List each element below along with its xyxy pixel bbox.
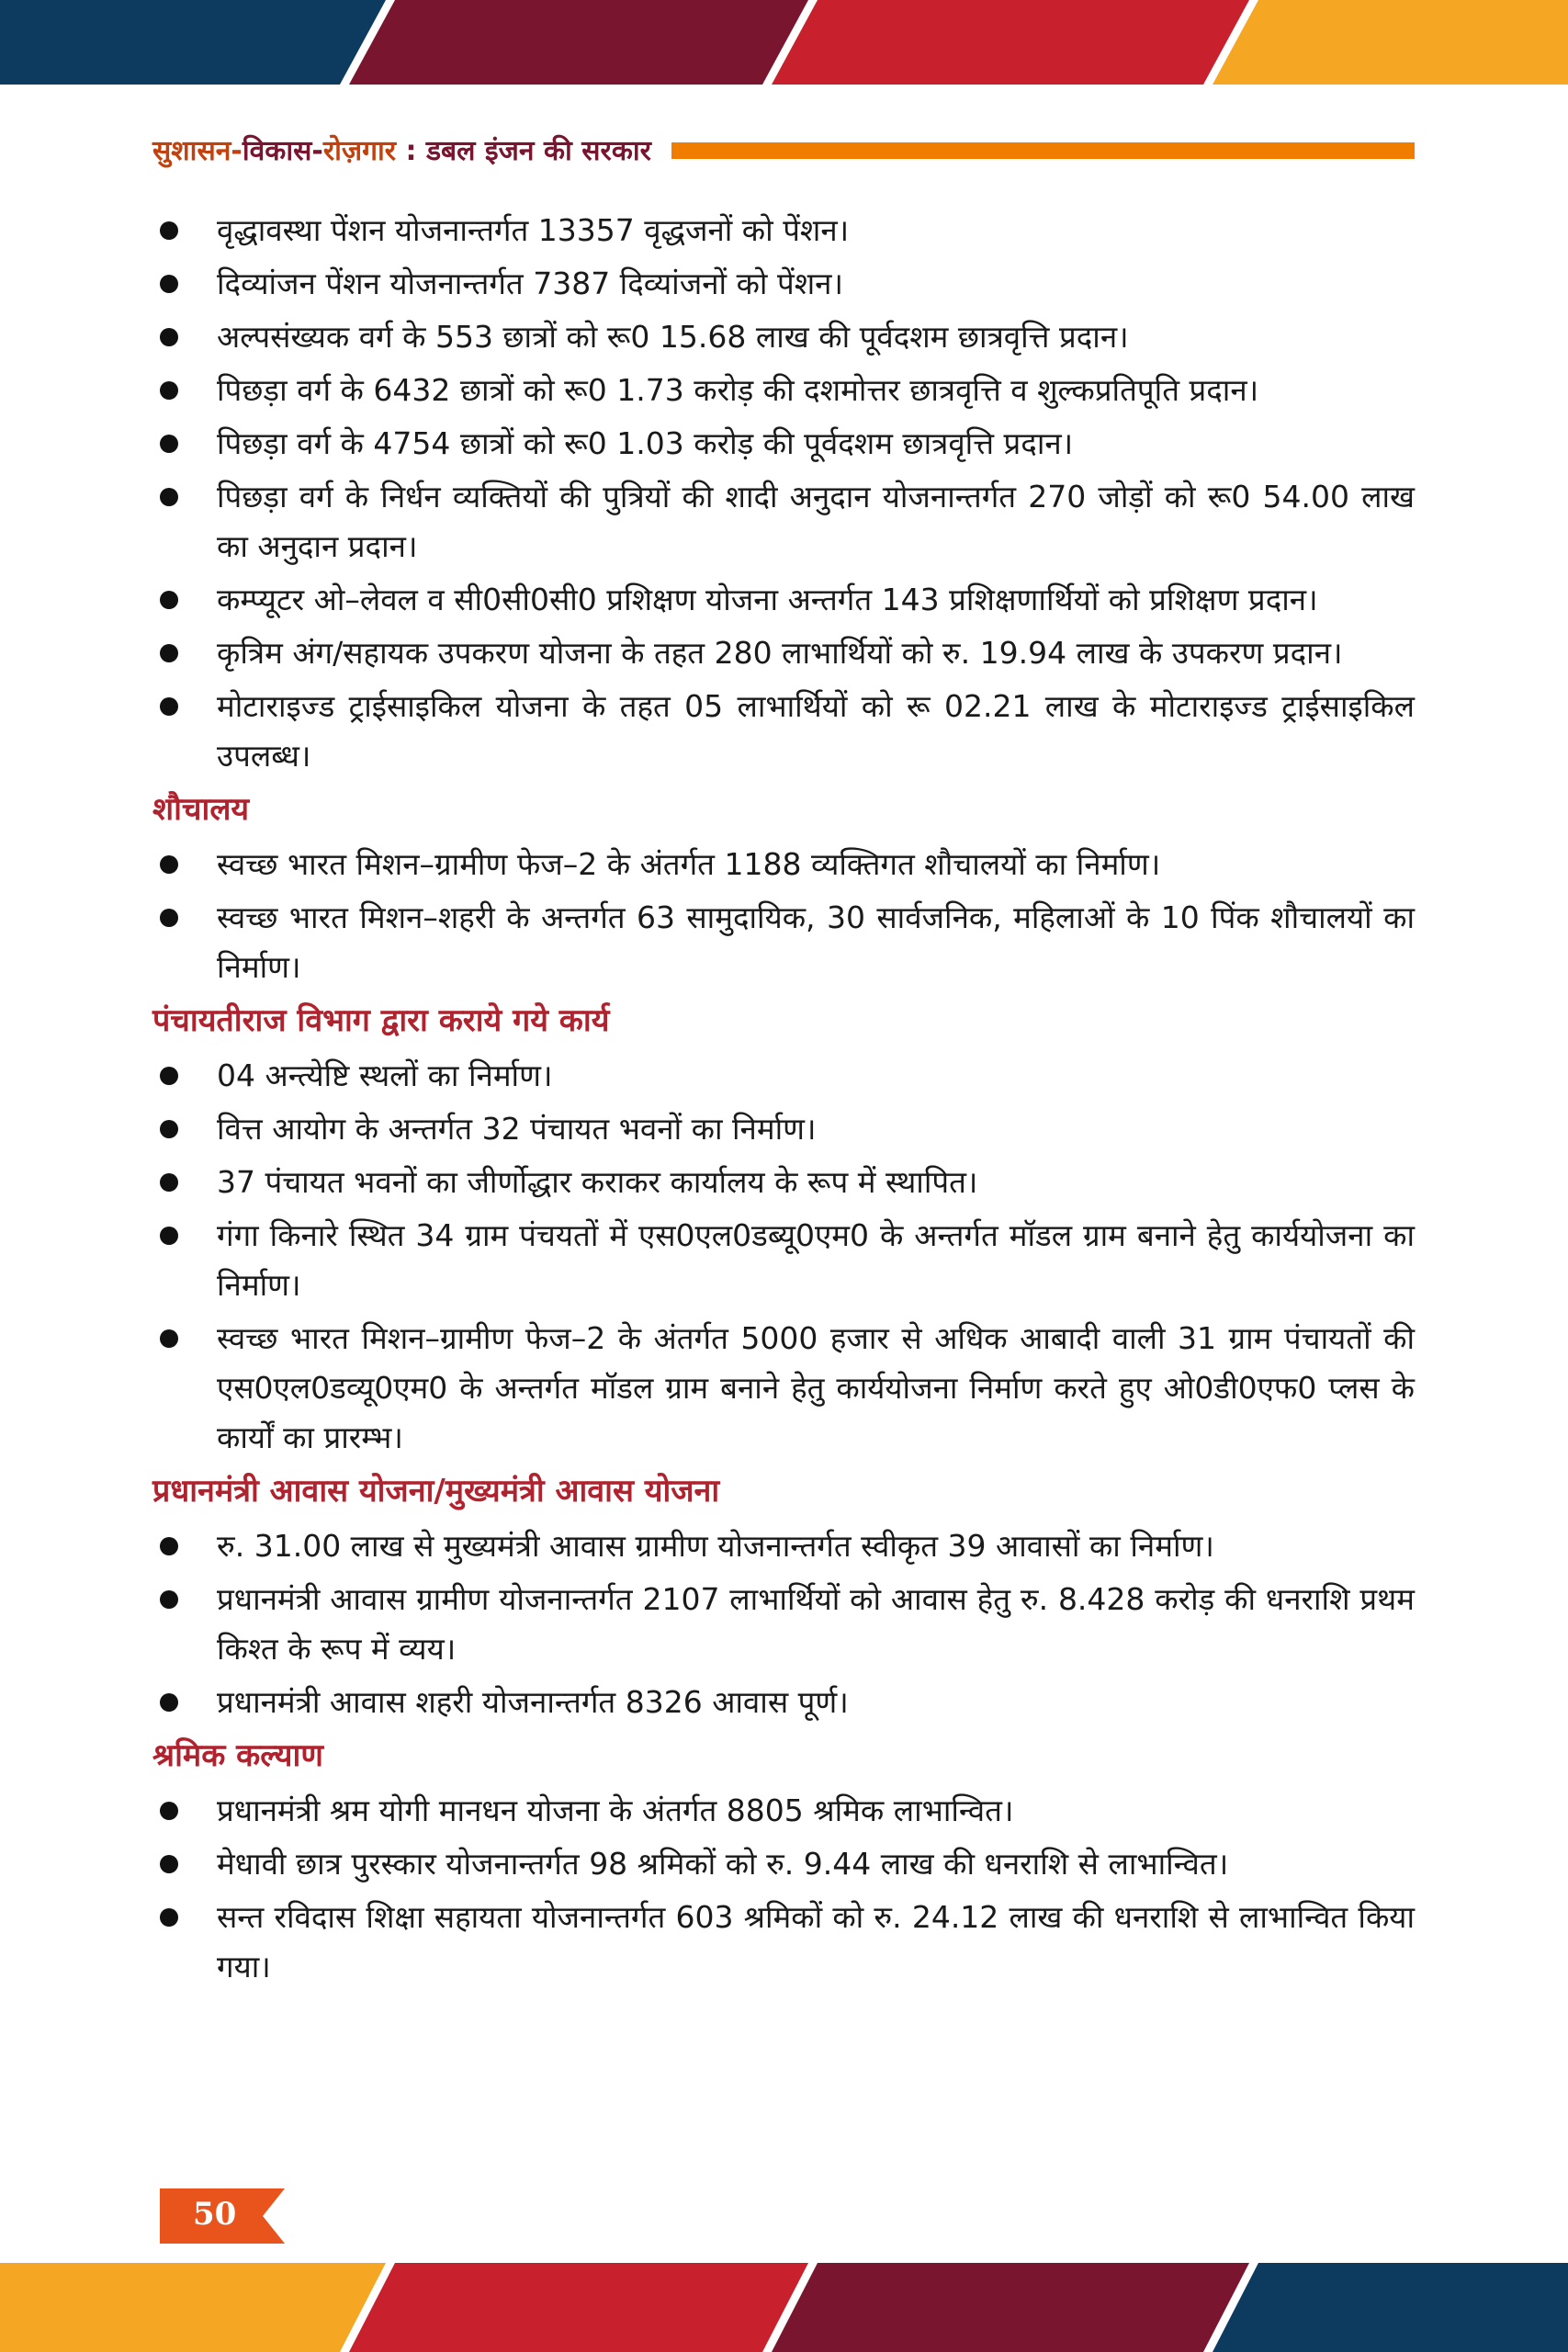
bullet-icon xyxy=(160,275,178,293)
bullet-icon xyxy=(160,488,178,506)
list-item: 37 पंचायत भवनों का जीर्णोद्धार कराकर कार्यालय के रूप में स्थापित। xyxy=(152,1158,1415,1207)
bullet-icon xyxy=(160,855,178,874)
bullet-icon xyxy=(160,328,178,346)
bottom-decorative-band xyxy=(0,2263,1568,2352)
list-item: रु. 31.00 लाख से मुख्यमंत्री आवास ग्रामीण योजनान्तर्गत स्वीकृत 39 आवासों का निर्माण। xyxy=(152,1521,1415,1571)
bullet-icon xyxy=(160,644,178,662)
header-title-part3: रोज़गार xyxy=(322,134,397,167)
bullet-icon xyxy=(160,1227,178,1245)
main-content xyxy=(152,206,1415,1996)
bullet-icon xyxy=(160,221,178,240)
bullet-icon xyxy=(160,381,178,400)
header-title-part4: : डबल इंजन की सरकार xyxy=(396,134,651,167)
list-item: गंगा किनारे स्थित 34 ग्राम पंचयतों में एस0एल0डब्यू0एम0 के अन्तर्गत मॉडल ग्राम बनाने हेतु कार्ययोजना का निर्माण। xyxy=(152,1211,1415,1310)
page-number: 50 xyxy=(193,2196,237,2233)
list-item: प्रधानमंत्री श्रम योगी मानधन योजना के अंतर्गत 8805 श्रमिक लाभान्वित। xyxy=(152,1786,1415,1836)
intro-list xyxy=(152,206,1415,781)
top-band-graphic xyxy=(0,0,1568,85)
bottom-band-graphic xyxy=(0,2263,1568,2352)
section-title-housing: प्रधानमंत्री आवास योजना/मुख्यमंत्री आवास योजना xyxy=(152,1473,720,1510)
bullet-icon xyxy=(160,1802,178,1820)
list-item: वृद्धावस्था पेंशन योजनान्तर्गत 13357 वृद्धजनों को पेंशन। xyxy=(152,206,1415,255)
section-title-labour-welfare: श्रमिक कल्याण xyxy=(152,1737,323,1774)
toilets-list xyxy=(152,840,1415,992)
bullet-icon xyxy=(160,1173,178,1192)
page-header xyxy=(152,127,1415,171)
list-item: कम्प्यूटर ओ–लेवल व सी0सी0सी0 प्रशिक्षण योजना अन्तर्गत 143 प्रशिक्षणार्थियों को प्रशिक्षण प्रदान। xyxy=(152,575,1415,625)
header-rule xyxy=(671,142,1415,159)
header-title-part2: विकास- xyxy=(242,134,323,167)
panchayatiraj-list xyxy=(152,1051,1415,1463)
labour-welfare-list xyxy=(152,1786,1415,1992)
list-item: मेधावी छात्र पुरस्कार योजनान्तर्गत 98 श्रमिकों को रु. 9.44 लाख की धनराशि से लाभान्वित। xyxy=(152,1839,1415,1889)
list-item: स्वच्छ भारत मिशन–शहरी के अन्तर्गत 63 सामुदायिक, 30 सार्वजनिक, महिलाओं के 10 पिंक शौचालयों का निर्माण। xyxy=(152,893,1415,992)
list-item: प्रधानमंत्री आवास शहरी योजनान्तर्गत 8326 आवास पूर्ण। xyxy=(152,1678,1415,1727)
bullet-icon xyxy=(160,1590,178,1609)
list-item: स्वच्छ भारत मिशन–ग्रामीण फेज–2 के अंतर्गत 5000 हजार से अधिक आबादी वाली 31 ग्राम पंचायतों की एस0एल0डव्यू0एम0 के अन्तर्गत मॉडल ग्राम बनाने हेतु कार्ययोजना निर्माण करते हुए ओ0डी0एफ0 प्लस के कार्यों का प्रारम्भ। xyxy=(152,1314,1415,1463)
section-title-toilets: शौचालय xyxy=(152,791,250,828)
list-item: पिछड़ा वर्ग के निर्धन व्यक्तियों की पुत्रियों की शादी अनुदान योजनान्तर्गत 270 जोड़ों को रू0 54.00 लाख का अनुदान प्रदान। xyxy=(152,472,1415,571)
list-item: पिछड़ा वर्ग के 4754 छात्रों को रू0 1.03 करोड़ की पूर्वदशम छात्रवृत्ति प्रदान। xyxy=(152,419,1415,469)
list-item: सन्त रविदास शिक्षा सहायता योजनान्तर्गत 603 श्रमिकों को रु. 24.12 लाख की धनराशि से लाभान्वित किया गया। xyxy=(152,1893,1415,1992)
header-title xyxy=(152,130,651,168)
header-title-part1: सुशासन- xyxy=(152,134,243,167)
bullet-icon xyxy=(160,1120,178,1138)
bullet-icon xyxy=(160,1329,178,1348)
bullet-icon xyxy=(160,697,178,716)
section-title-panchayatiraj: पंचायतीराज विभाग द्वारा कराये गये कार्य xyxy=(152,1002,610,1039)
bullet-icon xyxy=(160,1908,178,1927)
list-item: कृत्रिम अंग/सहायक उपकरण योजना के तहत 280 लाभार्थियों को रु. 19.94 लाख के उपकरण प्रदान। xyxy=(152,628,1415,678)
list-item: दिव्यांजन पेंशन योजनान्तर्गत 7387 दिव्यांजनों को पेंशन। xyxy=(152,259,1415,309)
bullet-icon xyxy=(160,1537,178,1555)
bullet-icon xyxy=(160,435,178,453)
list-item: 04 अन्त्येष्टि स्थलों का निर्माण। xyxy=(152,1051,1415,1101)
list-item: मोटाराइज्ड ट्राईसाइकिल योजना के तहत 05 लाभार्थियों को रू 02.21 लाख के मोटाराइज्ड ट्राईसाइकिल उपलब्ध। xyxy=(152,682,1415,781)
list-item: प्रधानमंत्री आवास ग्रामीण योजनान्तर्गत 2107 लाभार्थियों को आवास हेतु रु. 8.428 करोड़ की धनराशि प्रथम किश्त के रूप में व्यय। xyxy=(152,1575,1415,1674)
list-item: पिछड़ा वर्ग के 6432 छात्रों को रू0 1.73 करोड़ की दशमोत्तर छात्रवृत्ति व शुल्कप्रतिपूति प्रदान। xyxy=(152,366,1415,415)
bullet-icon xyxy=(160,1067,178,1085)
page-number-tab xyxy=(160,2188,285,2244)
housing-list xyxy=(152,1521,1415,1727)
list-item: स्वच्छ भारत मिशन–ग्रामीण फेज–2 के अंतर्गत 1188 व्यक्तिगत शौचालयों का निर्माण। xyxy=(152,840,1415,889)
bullet-icon xyxy=(160,591,178,609)
top-decorative-band xyxy=(0,0,1568,85)
list-item: अल्पसंख्यक वर्ग के 553 छात्रों को रू0 15.68 लाख की पूर्वदशम छात्रवृत्ति प्रदान। xyxy=(152,312,1415,362)
bullet-icon xyxy=(160,1855,178,1873)
list-item: वित्त आयोग के अन्तर्गत 32 पंचायत भवनों का निर्माण। xyxy=(152,1104,1415,1154)
bullet-icon xyxy=(160,909,178,927)
bullet-icon xyxy=(160,1693,178,1712)
